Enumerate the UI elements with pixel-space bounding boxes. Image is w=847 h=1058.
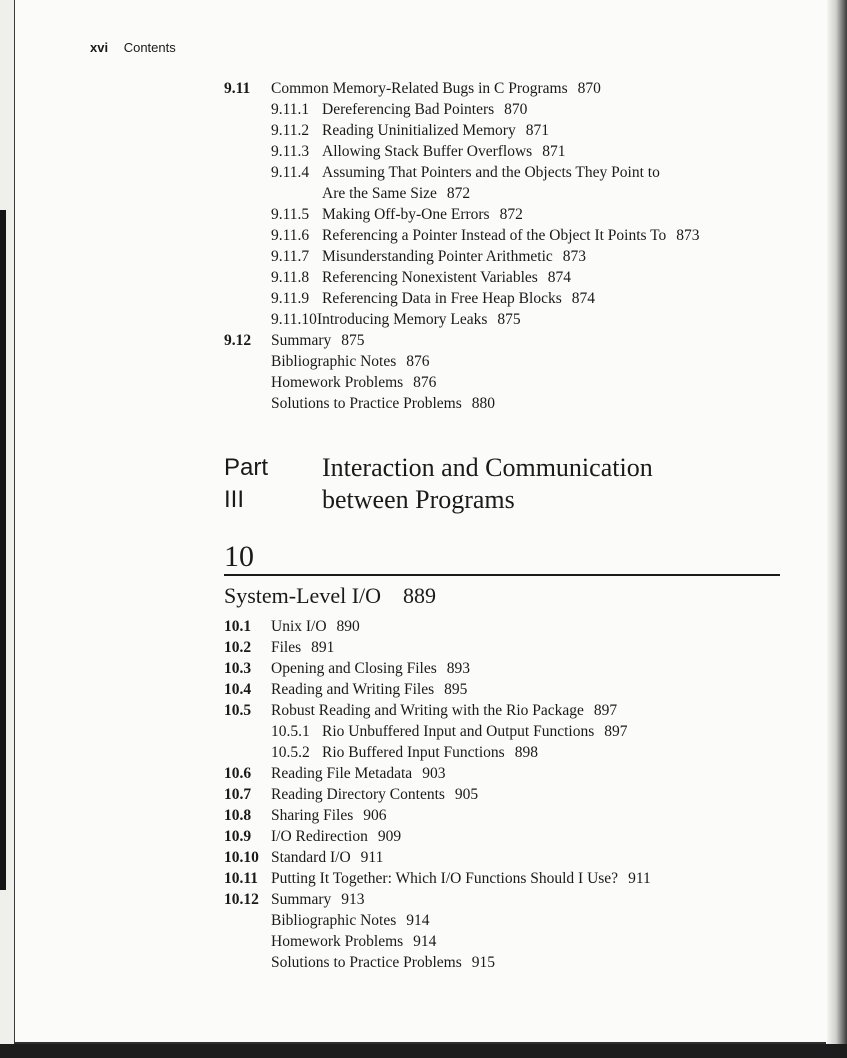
toc-entry-page: 876 [406,353,430,370]
toc-entry-title: Files [271,639,302,656]
scan-left-shadow [0,210,6,890]
toc-entry-page: 903 [422,765,446,782]
toc-entry-number: 10.8 [224,807,252,824]
toc-entry-page: 873 [562,248,587,265]
toc-subentry-number: 9.11.2 [271,122,310,139]
toc-entry-page: 870 [577,80,601,97]
toc-entry-title: Rio Unbuffered Input and Output Functions [322,723,595,740]
toc-entry-title: Bibliographic Notes [271,353,397,370]
toc-entry-page: 909 [377,828,402,845]
toc-entry-title: Summary [271,891,332,908]
toc-subentry-number: 9.11.1 [271,101,310,118]
toc-section-10 [224,616,784,973]
toc-entry-page: 915 [471,954,495,971]
toc-entry-title: Assuming That Pointers and the Objects They Point to [322,164,660,181]
toc-entry[interactable] [224,99,784,120]
toc-entry-page: 893 [446,660,471,677]
toc-entry-number: 9.12 [224,332,252,349]
toc-entry-title: Bibliographic Notes [271,912,397,929]
toc-entry-page: 914 [406,912,430,929]
toc-entry-title: Referencing a Pointer Instead of the Object It Points To [322,227,667,244]
toc-entry[interactable] [224,637,784,658]
toc-entry-page: 905 [454,786,479,803]
toc-entry[interactable] [224,763,784,784]
toc-entry-title: Unix I/O [271,618,327,635]
toc-entry[interactable] [224,393,784,414]
toc-entry-title: Robust Reading and Writing with the Rio Package [271,702,584,719]
toc-entry-page: 876 [413,374,437,391]
toc-entry-number: 10.1 [224,618,252,635]
toc-subentry-number: 9.11.4 [271,164,310,181]
toc-entry[interactable] [224,78,784,99]
toc-entry-number: 10.12 [224,891,259,908]
toc-entry-page: 875 [341,332,365,349]
part-title-line2: between Programs [322,485,515,514]
toc-entry-page: 870 [504,101,528,118]
toc-subentry-number: 9.11.6 [271,227,310,244]
toc-entry-title: Rio Buffered Input Functions [322,744,505,761]
chapter-rule [224,574,780,576]
toc-entry-page: 873 [676,227,700,244]
toc-entry-title: Opening and Closing Files [271,660,437,677]
running-head-label: Contents [123,40,176,55]
toc-entry-page: 891 [311,639,335,656]
toc-entry-title: Standard I/O [271,849,351,866]
toc-entry[interactable] [224,162,784,183]
toc-entry[interactable] [224,183,784,204]
toc-entry-page: 906 [363,807,387,824]
toc-entry-page: 898 [514,744,538,761]
toc-entry-page: 914 [413,933,437,950]
toc-entry-page: 874 [547,269,572,286]
toc-entry[interactable] [224,120,784,141]
toc-entry[interactable] [224,658,784,679]
toc-entry[interactable] [224,616,784,637]
toc-entry-page: 913 [341,891,365,908]
toc-entry-page: 911 [628,870,651,887]
toc-subentry-number: 9.11.7 [271,248,310,265]
toc-entry-page: 871 [525,122,549,139]
toc-entry-title: Dereferencing Bad Pointers [322,101,495,118]
toc-entry[interactable] [224,847,784,868]
toc-subentry-number: 9.11.9 [271,290,310,307]
toc-entry-page: 895 [444,681,468,698]
toc-entry-page: 872 [446,185,471,202]
toc-entry-number: 10.5 [224,702,252,719]
toc-entry[interactable] [224,700,784,721]
toc-entry[interactable] [224,826,784,847]
toc-entry-title: Solutions to Practice Problems [271,395,462,412]
toc-entry[interactable] [224,931,784,952]
toc-entry[interactable] [224,868,784,889]
toc-entry-page: 890 [336,618,360,635]
toc-subentry-number: 10.5.1 [271,723,310,740]
toc-entry[interactable] [224,372,784,393]
toc-entry-title: Referencing Data in Free Heap Blocks [322,290,562,307]
chapter-page: 889 [403,583,437,608]
toc-entry[interactable] [224,267,784,288]
toc-entry[interactable] [224,141,784,162]
toc-entry[interactable] [224,246,784,267]
part-title-line1: Interaction and Communication [322,453,653,482]
toc-entry-title: Solutions to Practice Problems [271,954,462,971]
toc-subentry-number: 9.11.10 [271,311,317,328]
toc-entry-title: Are the Same Size [322,185,437,202]
scan-right-edge [827,0,847,1058]
toc-entry-number: 10.7 [224,786,252,803]
toc-entry[interactable] [224,742,784,763]
toc-entry-title: Introducing Memory Leaks [316,311,488,328]
toc-entry-title: Making Off-by-One Errors [322,206,490,223]
toc-entry-title: Reading File Metadata [271,765,413,782]
part-label: Part III [224,454,269,513]
toc-entry-number: 10.9 [224,828,252,845]
toc-entry-title: Reading and Writing Files [271,681,435,698]
toc-entry-title: Allowing Stack Buffer Overflows [322,143,533,160]
toc-entry[interactable] [224,288,784,309]
toc-entry[interactable] [224,204,784,225]
toc-entry[interactable] [224,805,784,826]
toc-entry[interactable] [224,679,784,700]
toc-entry-page: 875 [497,311,521,328]
toc-entry-title: Sharing Files [271,807,354,824]
toc-entry-title: Common Memory-Related Bugs in C Programs [271,80,568,97]
scan-bottom-edge [0,1044,847,1058]
toc-subentry-number: 9.11.3 [271,143,310,160]
toc-entry[interactable] [224,784,784,805]
toc-entry-page: 874 [571,290,595,307]
toc-entry-page: 872 [499,206,523,223]
toc-entry[interactable] [224,952,784,973]
toc-subentry-number: 10.5.2 [271,744,310,761]
toc-entry-page: 897 [593,702,618,719]
page-number: xvi [90,40,109,55]
toc-entry-title: Reading Uninitialized Memory [322,122,516,139]
toc-entry-title: Homework Problems [271,933,404,950]
toc-entry[interactable] [224,351,784,372]
chapter-title-text: System-Level I/O [224,583,382,608]
toc-entry-page: 911 [360,849,384,866]
toc-entry[interactable] [224,330,784,351]
toc-entry-title: Homework Problems [271,374,404,391]
running-head [90,40,176,55]
toc-entry-title: Reading Directory Contents [271,786,445,803]
toc-entry[interactable] [224,309,784,330]
toc-entry-title: I/O Redirection [271,828,368,845]
toc-entry-number: 10.6 [224,765,252,782]
toc-entry-number: 10.3 [224,660,252,677]
toc-entry-title: Putting It Together: Which I/O Functions Should I Use? [271,870,619,887]
chapter-title[interactable] [224,582,436,610]
toc-subentry-number: 9.11.8 [271,269,310,286]
toc-entry-title: Summary [271,332,332,349]
toc-entry[interactable] [224,721,784,742]
toc-entry-page: 897 [604,723,628,740]
toc-entry-number: 10.10 [224,849,259,866]
toc-entry-number: 10.2 [224,639,252,656]
toc-entry[interactable] [224,910,784,931]
toc-entry-number: 10.4 [224,681,252,698]
toc-entry-title: Misunderstanding Pointer Arithmetic [322,248,553,265]
toc-entry-page: 880 [471,395,495,412]
toc-subentry-number: 9.11.5 [271,206,310,223]
toc-section-9 [224,78,784,414]
chapter-number: 10 [224,540,254,573]
toc-entry-number: 10.11 [224,870,259,887]
toc-entry-page: 871 [542,143,566,160]
toc-entry[interactable] [224,889,784,910]
toc-entry[interactable] [224,225,784,246]
toc-entry-title: Referencing Nonexistent Variables [322,269,538,286]
toc-entry-number: 9.11 [224,80,251,97]
